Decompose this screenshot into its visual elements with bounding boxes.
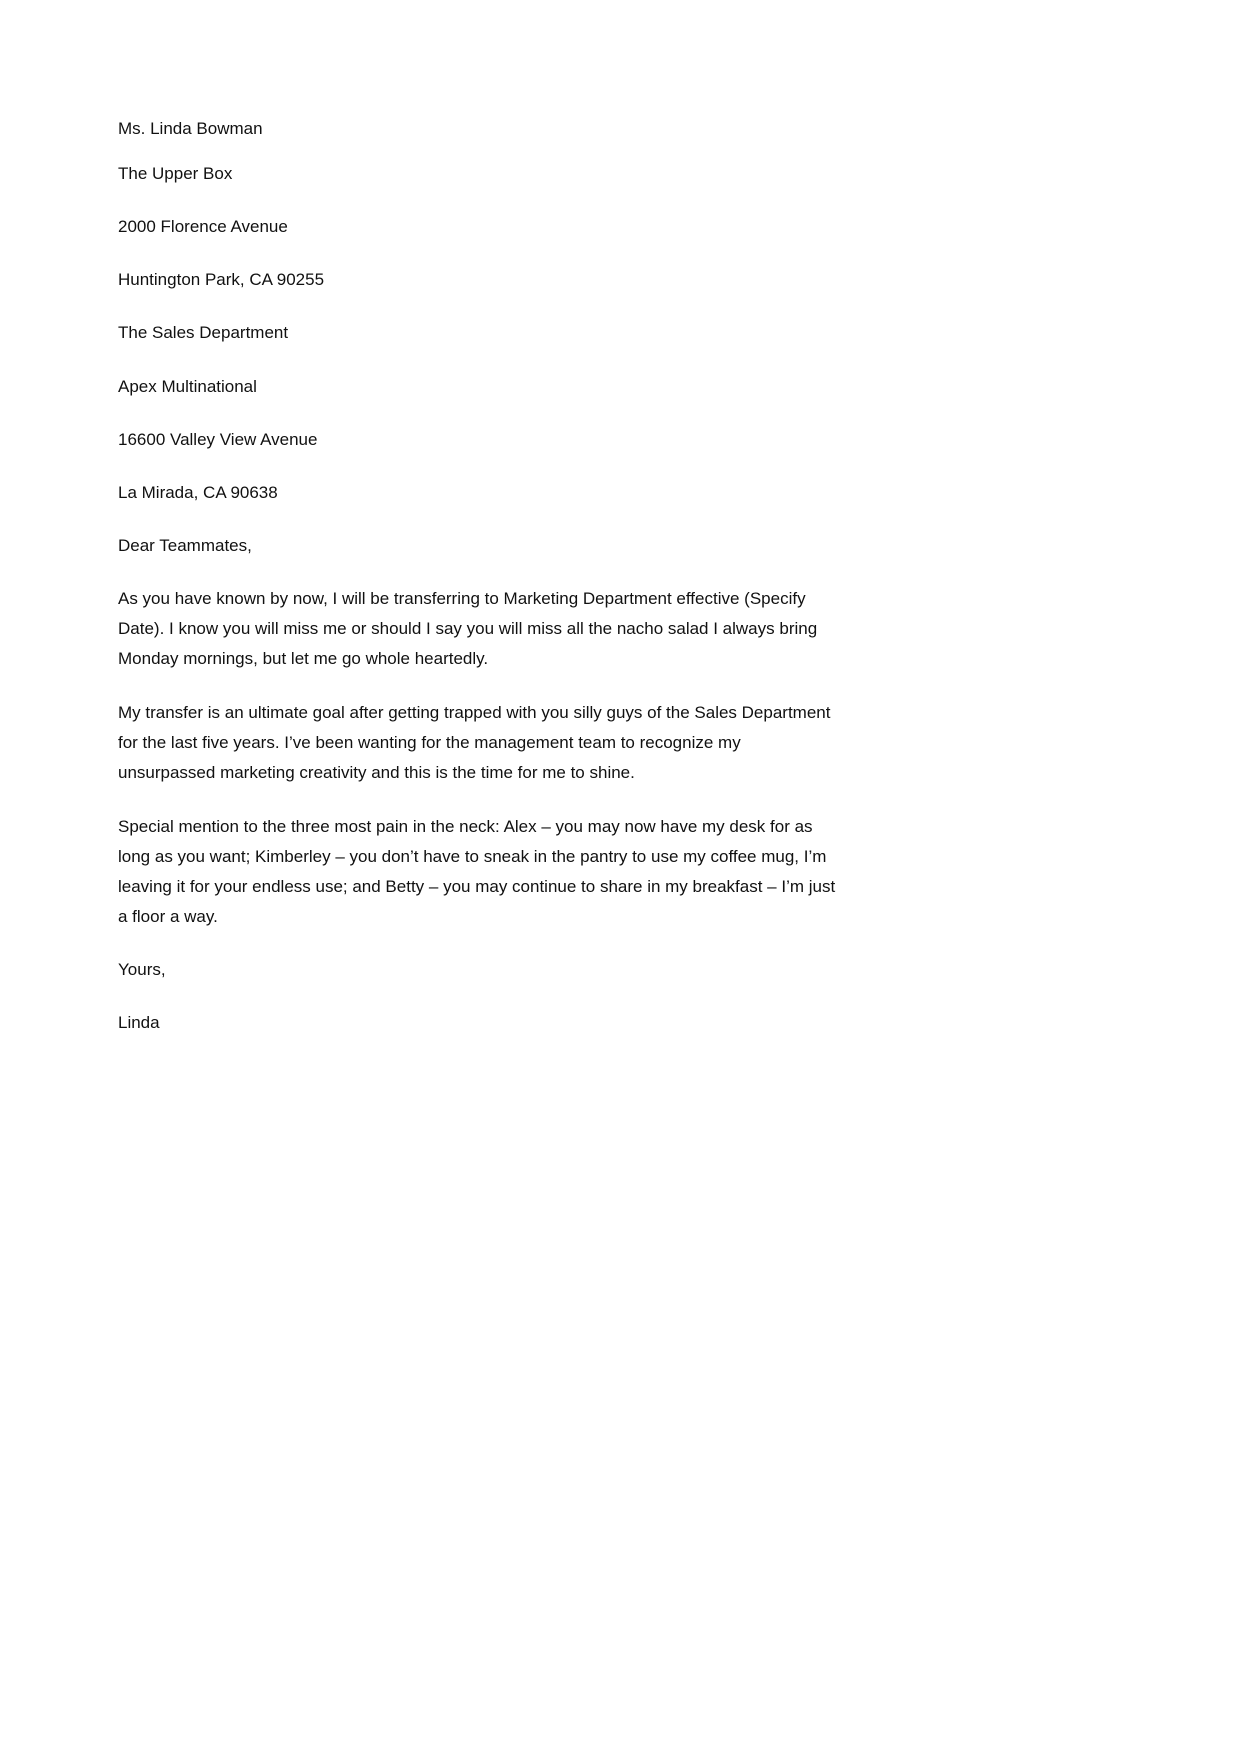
sender-street: 2000 Florence Avenue bbox=[118, 217, 288, 236]
signature: Linda bbox=[118, 1013, 160, 1032]
closing: Yours, bbox=[118, 960, 166, 979]
body-paragraph-1 bbox=[118, 584, 817, 674]
recipient-department: The Sales Department bbox=[118, 323, 289, 342]
sender-name: Ms. Linda Bowman bbox=[118, 119, 263, 138]
body-line: leaving it for your endless use; and Betty – you may continue to share in my breakfast – I’m just bbox=[118, 877, 836, 896]
recipient-city: La Mirada, CA 90638 bbox=[118, 483, 278, 502]
body-line: Date). I know you will miss me or should I say you will miss all the nacho salad I always bring bbox=[118, 619, 818, 638]
body-line: long as you want; Kimberley – you don’t have to sneak in the pantry to use my coffee mug, I’m bbox=[118, 847, 827, 866]
sender-company: The Upper Box bbox=[118, 164, 233, 183]
sender-city: Huntington Park, CA 90255 bbox=[118, 270, 325, 289]
body-line: unsurpassed marketing creativity and this is the time for me to shine. bbox=[118, 763, 635, 782]
body-line: a floor a way. bbox=[118, 907, 218, 926]
salutation: Dear Teammates, bbox=[118, 536, 252, 555]
body-paragraph-2 bbox=[118, 698, 830, 788]
body-line: Special mention to the three most pain in the neck: Alex – you may now have my desk for as bbox=[118, 817, 813, 836]
body-line: As you have known by now, I will be transferring to Marketing Department effective (Specify bbox=[118, 589, 806, 608]
body-line: for the last five years. I’ve been wanting for the management team to recognize my bbox=[118, 733, 741, 752]
body-paragraph-3 bbox=[118, 812, 835, 932]
recipient-company: Apex Multinational bbox=[118, 377, 257, 396]
recipient-street: 16600 Valley View Avenue bbox=[118, 430, 318, 449]
body-line: My transfer is an ultimate goal after getting trapped with you silly guys of the Sales Department bbox=[118, 703, 831, 722]
body-line: Monday mornings, but let me go whole heartedly. bbox=[118, 649, 489, 668]
